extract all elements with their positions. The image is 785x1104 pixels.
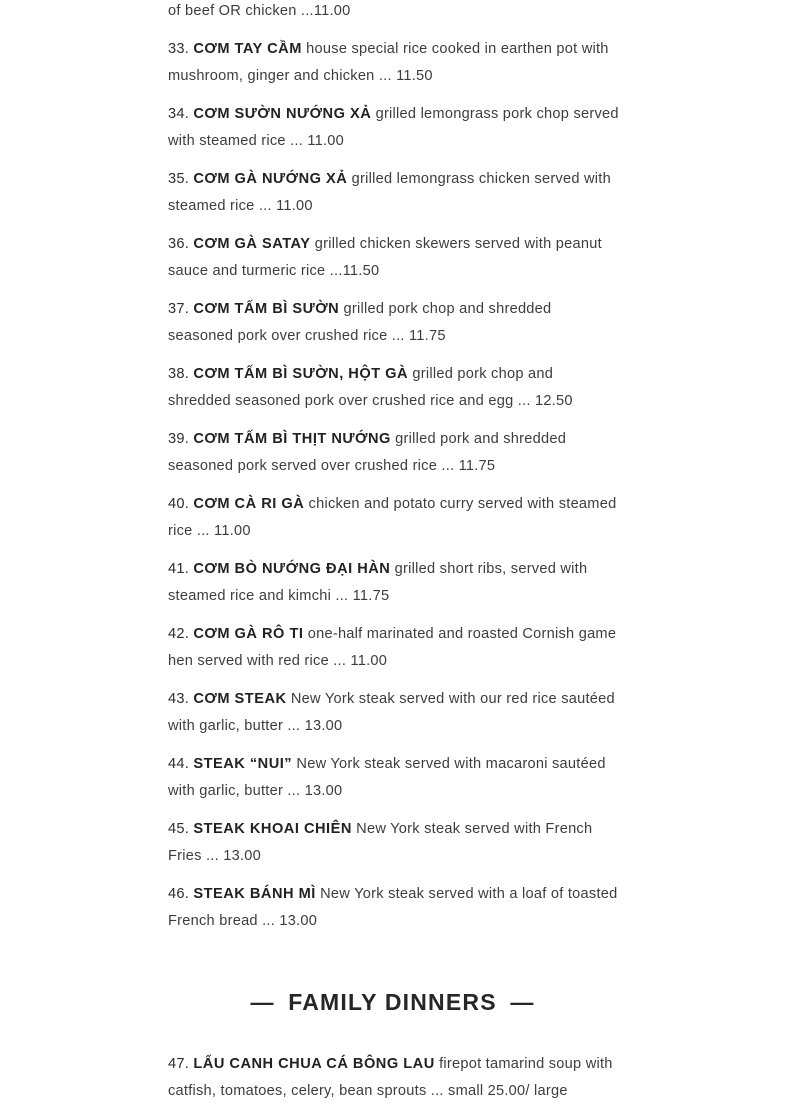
item-description: house special rice cooked in earthen pot with mushroom, ginger and chicken ... 11.50 (168, 41, 609, 84)
item-name: CƠM SƯỜN NƯỚNG XẢ (193, 106, 372, 122)
item-description: grilled chicken skewers served with peanut sauce and turmeric rice ...11.50 (168, 236, 602, 279)
item-description: of beef OR chicken ...11.00 (168, 3, 351, 19)
menu-item-37 (168, 296, 620, 350)
item-description: New York steak served with a loaf of toasted French bread ... 13.00 (168, 886, 618, 929)
item-number: 35. (168, 171, 190, 187)
item-description: grilled lemongrass pork chop served with steamed rice ... 11.00 (168, 106, 619, 149)
menu-item-42 (168, 621, 620, 675)
item-name: CƠM TAY CẦM (193, 41, 302, 57)
item-number: 46. (168, 886, 190, 902)
item-description: grilled lemongrass chicken served with steamed rice ... 11.00 (168, 171, 611, 214)
item-number: 42. (168, 626, 190, 642)
item-number: 41. (168, 561, 190, 577)
menu-item-38 (168, 361, 620, 415)
item-name: CƠM CÀ RI GÀ (193, 496, 305, 512)
menu-item-35 (168, 166, 620, 220)
menu-item-45 (168, 816, 620, 870)
family-dinners-list (168, 1051, 620, 1104)
item-description: grilled short ribs, served with steamed rice and kimchi ... 11.75 (168, 561, 588, 604)
item-description: grilled pork chop and shredded seasoned pork over crushed rice and egg ... 12.50 (168, 366, 573, 409)
item-name: CƠM STEAK (193, 691, 287, 707)
item-number: 47. (168, 1056, 190, 1072)
menu-item-40 (168, 491, 620, 545)
item-number: 38. (168, 366, 190, 382)
rice-dishes-list (168, 0, 620, 946)
menu-item-33 (168, 36, 620, 90)
item-description: firepot tamarind soup with catfish, tomatoes, celery, bean sprouts ... small 25.00/ large (168, 1056, 613, 1099)
heading-dash-right: — (510, 989, 535, 1015)
item-number: 33. (168, 41, 190, 57)
item-name: LẨU CANH CHUA CÁ BÔNG LAU (193, 1056, 435, 1072)
item-number: 45. (168, 821, 190, 837)
item-description: grilled pork chop and shredded seasoned pork over crushed rice ... 11.75 (168, 301, 552, 344)
item-description: New York steak served with French Fries ... 13.00 (168, 821, 593, 864)
menu-item-32 (168, 0, 620, 25)
item-name: CƠM TẤM BÌ THỊT NƯỚNG (193, 431, 391, 447)
item-description: grilled pork and shredded seasoned pork served over crushed rice ... 11.75 (168, 431, 567, 474)
heading-dash-left: — (250, 989, 275, 1015)
item-number: 39. (168, 431, 190, 447)
item-name: STEAK “NUI” (193, 756, 293, 772)
heading-text: FAMILY DINNERS (288, 989, 497, 1015)
item-description: New York steak served with our red rice sautéed with garlic, butter ... 13.00 (168, 691, 615, 734)
menu-item-34 (168, 101, 620, 155)
item-number: 36. (168, 236, 190, 252)
item-description: one-half marinated and roasted Cornish game hen served with red rice ... 11.00 (168, 626, 617, 669)
item-name: STEAK BÁNH MÌ (193, 886, 316, 902)
item-name: CƠM GÀ NƯỚNG XẢ (193, 171, 348, 187)
item-number: 43. (168, 691, 190, 707)
section-heading-family-dinners (0, 985, 785, 1019)
item-number: 40. (168, 496, 190, 512)
menu-item-36 (168, 231, 620, 285)
item-number: 44. (168, 756, 190, 772)
menu-item-41 (168, 556, 620, 610)
item-name: CƠM TẤM BÌ SƯỜN, HỘT GÀ (193, 366, 409, 382)
item-number: 37. (168, 301, 190, 317)
item-number: 34. (168, 106, 190, 122)
item-description: New York steak served with macaroni sautéed with garlic, butter ... 13.00 (168, 756, 606, 799)
item-name: CƠM GÀ RÔ TI (193, 626, 304, 642)
menu-item-39 (168, 426, 620, 480)
menu-item-43 (168, 686, 620, 740)
item-name: CƠM GÀ SATAY (193, 236, 311, 252)
item-name: CƠM BÒ NƯỚNG ĐẠI HÀN (193, 561, 391, 577)
menu-item-44 (168, 751, 620, 805)
item-name: CƠM TẤM BÌ SƯỜN (193, 301, 340, 317)
item-description: chicken and potato curry served with steamed rice ... 11.00 (168, 496, 617, 539)
menu-item-46 (168, 881, 620, 935)
item-name: STEAK KHOAI CHIÊN (193, 821, 352, 837)
menu-item-47 (168, 1051, 620, 1104)
